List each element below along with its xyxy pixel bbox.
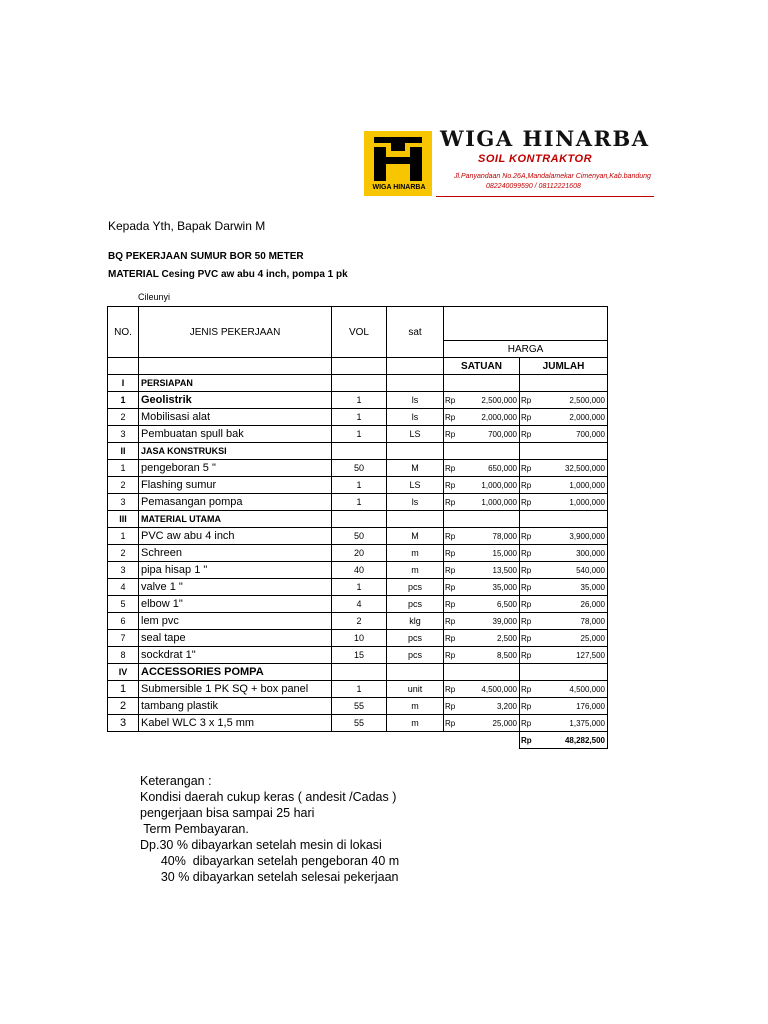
item-unit-price: 6,500 [464,596,520,613]
item-name: PVC aw abu 4 inch [139,528,332,545]
table-row [108,579,608,596]
letterhead-rule [436,196,654,197]
item-unit: LS [387,426,444,443]
total-currency: Rp [520,681,536,698]
item-unit: m [387,698,444,715]
table-row [108,596,608,613]
empty-cell [332,443,387,460]
item-volume: 1 [332,426,387,443]
table-row [108,409,608,426]
item-unit: M [387,460,444,477]
logo-caption: WIGA HINARBA [372,184,426,191]
section-title: JASA KONSTRUKSI [139,443,332,460]
section-title: PERSIAPAN [139,375,332,392]
header-unit-price: SATUAN [444,358,520,375]
item-number: 8 [108,647,139,664]
unit-price-currency: Rp [444,426,464,443]
item-unit-price: 700,000 [464,426,520,443]
header-blank [108,358,139,375]
item-name: Submersible 1 PK SQ + box panel [139,681,332,698]
notes-heading: Keterangan : [140,774,212,788]
unit-price-currency: Rp [444,681,464,698]
empty-cell [520,511,608,528]
company-logo-icon [372,137,424,181]
empty-cell [387,664,444,681]
item-unit: M [387,528,444,545]
document-subtitle: MATERIAL Cesing PVC aw abu 4 inch, pompa 1 pk [108,269,348,280]
section-number: III [108,511,139,528]
item-unit-price: 39,000 [464,613,520,630]
unit-price-currency: Rp [444,528,464,545]
empty-cell [139,732,332,749]
empty-cell [387,375,444,392]
item-name: valve 1 " [139,579,332,596]
header-vol: VOL [332,307,387,358]
item-name: sockdrat 1" [139,647,332,664]
empty-cell [387,511,444,528]
empty-cell [444,664,520,681]
item-unit-price: 15,000 [464,545,520,562]
item-volume: 20 [332,545,387,562]
unit-price-currency: Rp [444,562,464,579]
item-total: 25,000 [536,630,608,647]
total-currency: Rp [520,579,536,596]
item-total: 176,000 [536,698,608,715]
total-currency: Rp [520,698,536,715]
item-volume: 1 [332,392,387,409]
item-unit: LS [387,477,444,494]
total-currency: Rp [520,613,536,630]
item-volume: 15 [332,647,387,664]
item-total: 26,000 [536,596,608,613]
header-blank [139,358,332,375]
unit-price-currency: Rp [444,409,464,426]
header-blank [387,358,444,375]
table-row [108,494,608,511]
item-total: 540,000 [536,562,608,579]
table-row [108,681,608,698]
table-row [108,698,608,715]
note-line: Kondisi daerah cukup keras ( andesit /Cadas ) [140,790,397,804]
item-unit: klg [387,613,444,630]
item-volume: 50 [332,460,387,477]
total-currency: Rp [520,715,536,732]
total-currency: Rp [520,426,536,443]
item-number: 3 [108,562,139,579]
empty-cell [108,732,139,749]
item-volume: 1 [332,579,387,596]
item-number: 7 [108,630,139,647]
item-unit: ls [387,494,444,511]
grand-total-currency: Rp [520,732,536,749]
item-name: seal tape [139,630,332,647]
item-unit-price: 78,000 [464,528,520,545]
item-total: 32,500,000 [536,460,608,477]
company-address: Jl.Panyandaan No.26A,Mandalamekar Cimenyan,Kab.bandung [454,173,651,180]
item-unit-price: 1,000,000 [464,477,520,494]
item-total: 700,000 [536,426,608,443]
item-unit: pcs [387,579,444,596]
item-unit-price: 1,000,000 [464,494,520,511]
item-total: 300,000 [536,545,608,562]
empty-cell [464,732,520,749]
item-volume: 1 [332,477,387,494]
item-unit-price: 35,000 [464,579,520,596]
table-row [108,460,608,477]
item-number: 2 [108,409,139,426]
item-volume: 50 [332,528,387,545]
unit-price-currency: Rp [444,460,464,477]
grand-total-row [108,732,608,749]
company-tagline: SOIL KONTRAKTOR [478,153,593,165]
location-label: Cileunyi [138,292,171,302]
item-volume: 4 [332,596,387,613]
table-row [108,528,608,545]
total-currency: Rp [520,630,536,647]
company-name: WIGA HINARBA [440,126,650,151]
item-volume: 1 [332,681,387,698]
item-unit-price: 2,500 [464,630,520,647]
item-total: 1,375,000 [536,715,608,732]
total-currency: Rp [520,528,536,545]
item-name: Schreen [139,545,332,562]
header-total: JUMLAH [520,358,608,375]
item-volume: 55 [332,715,387,732]
unit-price-currency: Rp [444,494,464,511]
item-total: 35,000 [536,579,608,596]
table-row [108,613,608,630]
item-number: 6 [108,613,139,630]
item-volume: 40 [332,562,387,579]
item-unit: ls [387,392,444,409]
item-name: Flashing sumur [139,477,332,494]
item-unit-price: 650,000 [464,460,520,477]
total-currency: Rp [520,596,536,613]
unit-price-currency: Rp [444,477,464,494]
empty-cell [332,732,387,749]
item-unit-price: 3,200 [464,698,520,715]
item-name: Geolistrik [139,392,332,409]
item-name: Pemasangan pompa [139,494,332,511]
recipient-line: Kepada Yth, Bapak Darwin M [108,219,266,233]
item-unit: pcs [387,647,444,664]
item-unit: pcs [387,630,444,647]
empty-cell [332,375,387,392]
item-unit: m [387,545,444,562]
section-title: MATERIAL UTAMA [139,511,332,528]
item-unit-price: 25,000 [464,715,520,732]
section-number: IV [108,664,139,681]
item-unit: m [387,715,444,732]
item-volume: 1 [332,494,387,511]
item-number: 4 [108,579,139,596]
item-total: 2,500,000 [536,392,608,409]
item-number: 1 [108,528,139,545]
empty-cell [444,443,520,460]
item-number: 2 [108,698,139,715]
item-number: 1 [108,681,139,698]
unit-price-currency: Rp [444,698,464,715]
header-blank [332,358,387,375]
item-volume: 2 [332,613,387,630]
item-total: 1,000,000 [536,494,608,511]
item-name: Mobilisasi alat [139,409,332,426]
item-name: lem pvc [139,613,332,630]
section-number: I [108,375,139,392]
bq-table [107,306,608,749]
item-number: 3 [108,426,139,443]
item-unit: ls [387,409,444,426]
item-name: tambang plastik [139,698,332,715]
item-name: elbow 1" [139,596,332,613]
item-total: 127,500 [536,647,608,664]
item-number: 3 [108,494,139,511]
total-currency: Rp [520,545,536,562]
note-line: Term Pembayaran. [140,822,249,836]
section-row [108,375,608,392]
item-unit-price: 8,500 [464,647,520,664]
table-row [108,715,608,732]
item-unit: pcs [387,596,444,613]
unit-price-currency: Rp [444,613,464,630]
item-name: Kabel WLC 3 x 1,5 mm [139,715,332,732]
empty-cell [520,443,608,460]
empty-cell [520,664,608,681]
item-total: 78,000 [536,613,608,630]
item-volume: 1 [332,409,387,426]
note-line: 40% dibayarkan setelah pengeboran 40 m [140,854,400,868]
item-number: 5 [108,596,139,613]
company-phones: 082240099590 / 08112221608 [486,183,581,190]
item-unit-price: 2,000,000 [464,409,520,426]
unit-price-currency: Rp [444,392,464,409]
table-row [108,477,608,494]
item-volume: 55 [332,698,387,715]
notes-block [140,773,399,885]
item-total: 2,000,000 [536,409,608,426]
header-unit: sat [387,307,444,358]
table-row [108,392,608,409]
item-number: 2 [108,477,139,494]
table-row [108,630,608,647]
unit-price-currency: Rp [444,715,464,732]
table-row [108,647,608,664]
unit-price-currency: Rp [444,545,464,562]
item-unit-price: 13,500 [464,562,520,579]
header-job: JENIS PEKERJAAN [139,307,332,358]
total-currency: Rp [520,392,536,409]
item-unit: m [387,562,444,579]
unit-price-currency: Rp [444,596,464,613]
table-row [108,426,608,443]
empty-cell [387,443,444,460]
item-name: Pembuatan spull bak [139,426,332,443]
header-no: NO. [108,307,139,358]
unit-price-currency: Rp [444,630,464,647]
section-number: II [108,443,139,460]
total-currency: Rp [520,477,536,494]
empty-cell [520,375,608,392]
total-currency: Rp [520,409,536,426]
total-currency: Rp [520,494,536,511]
item-volume: 10 [332,630,387,647]
section-row [108,443,608,460]
header-price: HARGA [444,341,608,358]
total-currency: Rp [520,460,536,477]
item-number: 1 [108,460,139,477]
section-row [108,664,608,681]
item-total: 4,500,000 [536,681,608,698]
section-row [108,511,608,528]
item-unit-price: 4,500,000 [464,681,520,698]
item-name: pipa hisap 1 " [139,562,332,579]
empty-cell [444,732,464,749]
item-total: 3,900,000 [536,528,608,545]
item-number: 1 [108,392,139,409]
note-line: Dp.30 % dibayarkan setelah mesin di lokasi [140,838,382,852]
grand-total-value: 48,282,500 [536,732,608,749]
empty-cell [444,511,520,528]
empty-cell [387,732,444,749]
table-row [108,562,608,579]
empty-cell [444,375,520,392]
section-title: ACCESSORIES POMPA [139,664,332,681]
item-total: 1,000,000 [536,477,608,494]
item-number: 2 [108,545,139,562]
header-price-spacer [444,307,608,341]
item-unit-price: 2,500,000 [464,392,520,409]
unit-price-currency: Rp [444,647,464,664]
total-currency: Rp [520,562,536,579]
note-line: pengerjaan bisa sampai 25 hari [140,806,315,820]
total-currency: Rp [520,647,536,664]
item-number: 3 [108,715,139,732]
unit-price-currency: Rp [444,579,464,596]
document-title: BQ PEKERJAAN SUMUR BOR 50 METER [108,251,304,262]
note-line: 30 % dibayarkan setelah selesai pekerjaan [140,870,399,884]
item-unit: unit [387,681,444,698]
empty-cell [332,664,387,681]
table-row [108,545,608,562]
empty-cell [332,511,387,528]
item-name: pengeboran 5 " [139,460,332,477]
